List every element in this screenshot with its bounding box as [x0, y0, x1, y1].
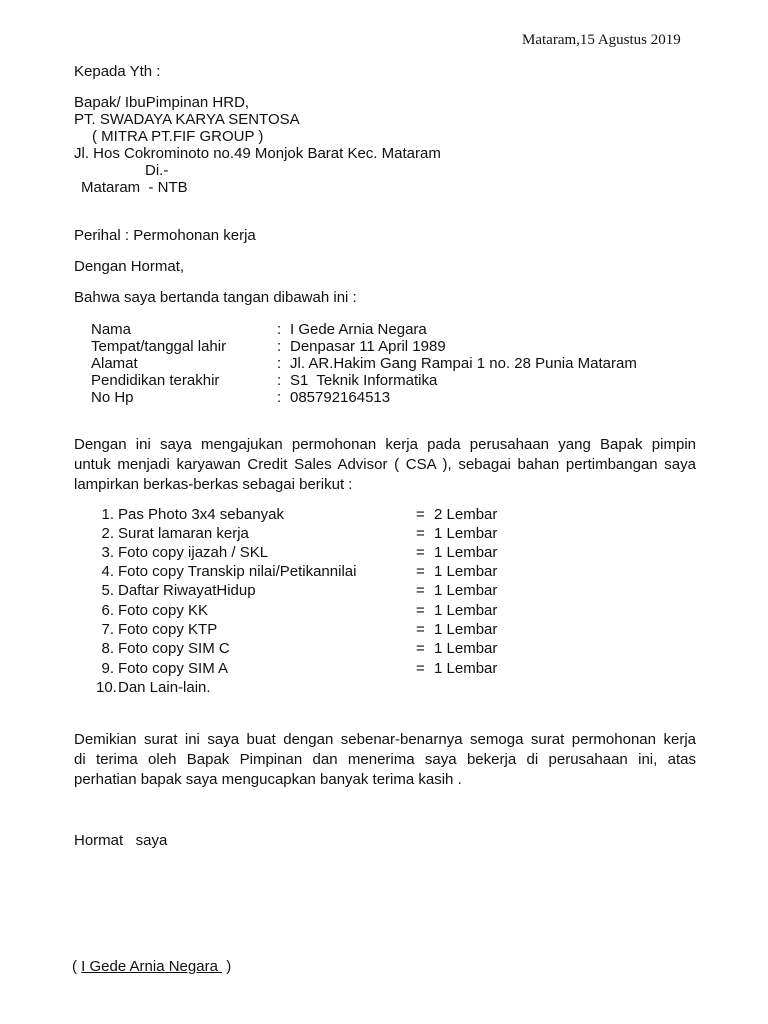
field-row-name: [91, 321, 711, 338]
list-number: 2.: [101, 525, 114, 542]
list-item-text: Foto copy KK: [118, 602, 209, 619]
list-equals: =: [416, 563, 425, 580]
paragraph-line: untuk menjadi karyawan Credit Sales Advisor ( CSA ), sebagai bahan pertimbangan saya: [74, 456, 696, 473]
list-item-text: Foto copy KTP: [118, 621, 218, 638]
list-number: 8.: [101, 640, 114, 657]
list-item: [96, 505, 516, 524]
field-label: No Hp: [91, 389, 134, 406]
list-item: [96, 524, 516, 543]
field-colon: :: [277, 372, 282, 389]
list-number: 9.: [101, 660, 114, 677]
recipient-group: ( MITRA PT.FIF GROUP ): [92, 128, 264, 145]
list-number: 1.: [101, 506, 114, 523]
list-item-text: Daftar RiwayatHidup: [118, 582, 256, 599]
list-equals: =: [416, 506, 425, 523]
list-item: [96, 639, 516, 658]
list-number: 5.: [101, 582, 114, 599]
field-row-phone: [91, 389, 711, 406]
list-quantity: 1 Lembar: [434, 525, 498, 542]
paragraph-line: Dengan ini saya mengajukan permohonan kerja pada perusahaan yang Bapak pimpin: [74, 436, 696, 453]
recipient-company: PT. SWADAYA KARYA SENTOSA: [74, 111, 300, 128]
list-equals: =: [416, 621, 425, 638]
paragraph-line: di terima oleh Bapak Pimpinan dan menerima saya bekerja di perusahaan ini, atas: [74, 751, 696, 768]
field-colon: :: [277, 338, 282, 355]
list-quantity: 2 Lembar: [434, 506, 498, 523]
recipient-greeting: Kepada Yth :: [74, 63, 161, 80]
list-item-text: Foto copy SIM C: [118, 640, 230, 657]
body-paragraph-1: [74, 435, 696, 495]
list-quantity: 1 Lembar: [434, 563, 498, 580]
list-item-text: Foto copy SIM A: [118, 660, 229, 677]
field-row-education: [91, 372, 711, 389]
signature-close-paren: ): [222, 958, 232, 975]
signature-open-paren: (: [72, 958, 82, 975]
list-item: [96, 543, 516, 562]
field-colon: :: [277, 355, 282, 372]
list-item: [96, 620, 516, 639]
list-equals: =: [416, 544, 425, 561]
field-label: Nama: [91, 321, 132, 338]
list-equals: =: [416, 640, 425, 657]
field-label: Tempat/tanggal lahir: [91, 338, 227, 355]
closing: Hormat saya: [74, 832, 168, 849]
list-item: [96, 601, 516, 620]
field-colon: :: [277, 321, 282, 338]
list-item-text: Pas Photo 3x4 sebanyak: [118, 506, 284, 523]
list-number: 4.: [101, 563, 114, 580]
recipient-di: Di.-: [145, 162, 169, 179]
list-quantity: 1 Lembar: [434, 602, 498, 619]
list-number: 6.: [101, 602, 114, 619]
signature-name: I Gede Arnia Negara: [81, 958, 223, 975]
field-value: S1 Teknik Informatika: [290, 372, 438, 389]
field-value: Denpasar 11 April 1989: [290, 338, 446, 355]
list-item: [96, 678, 516, 697]
field-colon: :: [277, 389, 282, 406]
salutation: Dengan Hormat,: [74, 258, 185, 275]
list-item-text: Foto copy Transkip nilai/Petikannilai: [118, 563, 357, 580]
list-number: 7.: [101, 621, 114, 638]
list-equals: =: [416, 525, 425, 542]
field-value: Jl. AR.Hakim Gang Rampai 1 no. 28 Punia Mataram: [290, 355, 637, 372]
list-item: [96, 562, 516, 581]
field-value: I Gede Arnia Negara: [290, 321, 427, 338]
list-quantity: 1 Lembar: [434, 660, 498, 677]
field-row-birth: [91, 338, 711, 355]
list-quantity: 1 Lembar: [434, 582, 498, 599]
list-quantity: 1 Lembar: [434, 640, 498, 657]
list-item: [96, 581, 516, 600]
list-equals: =: [416, 582, 425, 599]
field-label: Alamat: [91, 355, 138, 372]
subject-line: Perihal : Permohonan kerja: [74, 227, 256, 244]
paragraph-line: lampirkan berkas-berkas sebagai berikut :: [74, 476, 353, 493]
list-item-text: Dan Lain-lain.: [118, 679, 211, 696]
intro-line: Bahwa saya bertanda tangan dibawah ini :: [74, 289, 357, 306]
list-equals: =: [416, 602, 425, 619]
paragraph-line: perhatian bapak saya mengucapkan banyak terima kasih .: [74, 771, 462, 788]
paragraph-line: Demikian surat ini saya buat dengan sebenar-benarnya semoga surat permohonan kerja: [74, 731, 696, 748]
recipient-line: Bapak/ IbuPimpinan HRD,: [74, 94, 250, 111]
field-value: 085792164513: [290, 389, 391, 406]
recipient-address: Jl. Hos Cokrominoto no.49 Monjok Barat Kec. Mataram: [74, 145, 441, 162]
field-row-address: [91, 355, 711, 372]
recipient-city: Mataram - NTB: [81, 179, 188, 196]
signature-block: [72, 958, 231, 975]
list-number: 10.: [96, 679, 117, 696]
list-item-text: Surat lamaran kerja: [118, 525, 249, 542]
list-item: [96, 659, 516, 678]
field-label: Pendidikan terakhir: [91, 372, 220, 389]
list-equals: =: [416, 660, 425, 677]
list-item-text: Foto copy ijazah / SKL: [118, 544, 269, 561]
list-quantity: 1 Lembar: [434, 621, 498, 638]
letter-date: Mataram,15 Agustus 2019: [522, 32, 681, 48]
list-number: 3.: [101, 544, 114, 561]
body-paragraph-2: [74, 730, 696, 790]
list-quantity: 1 Lembar: [434, 544, 498, 561]
